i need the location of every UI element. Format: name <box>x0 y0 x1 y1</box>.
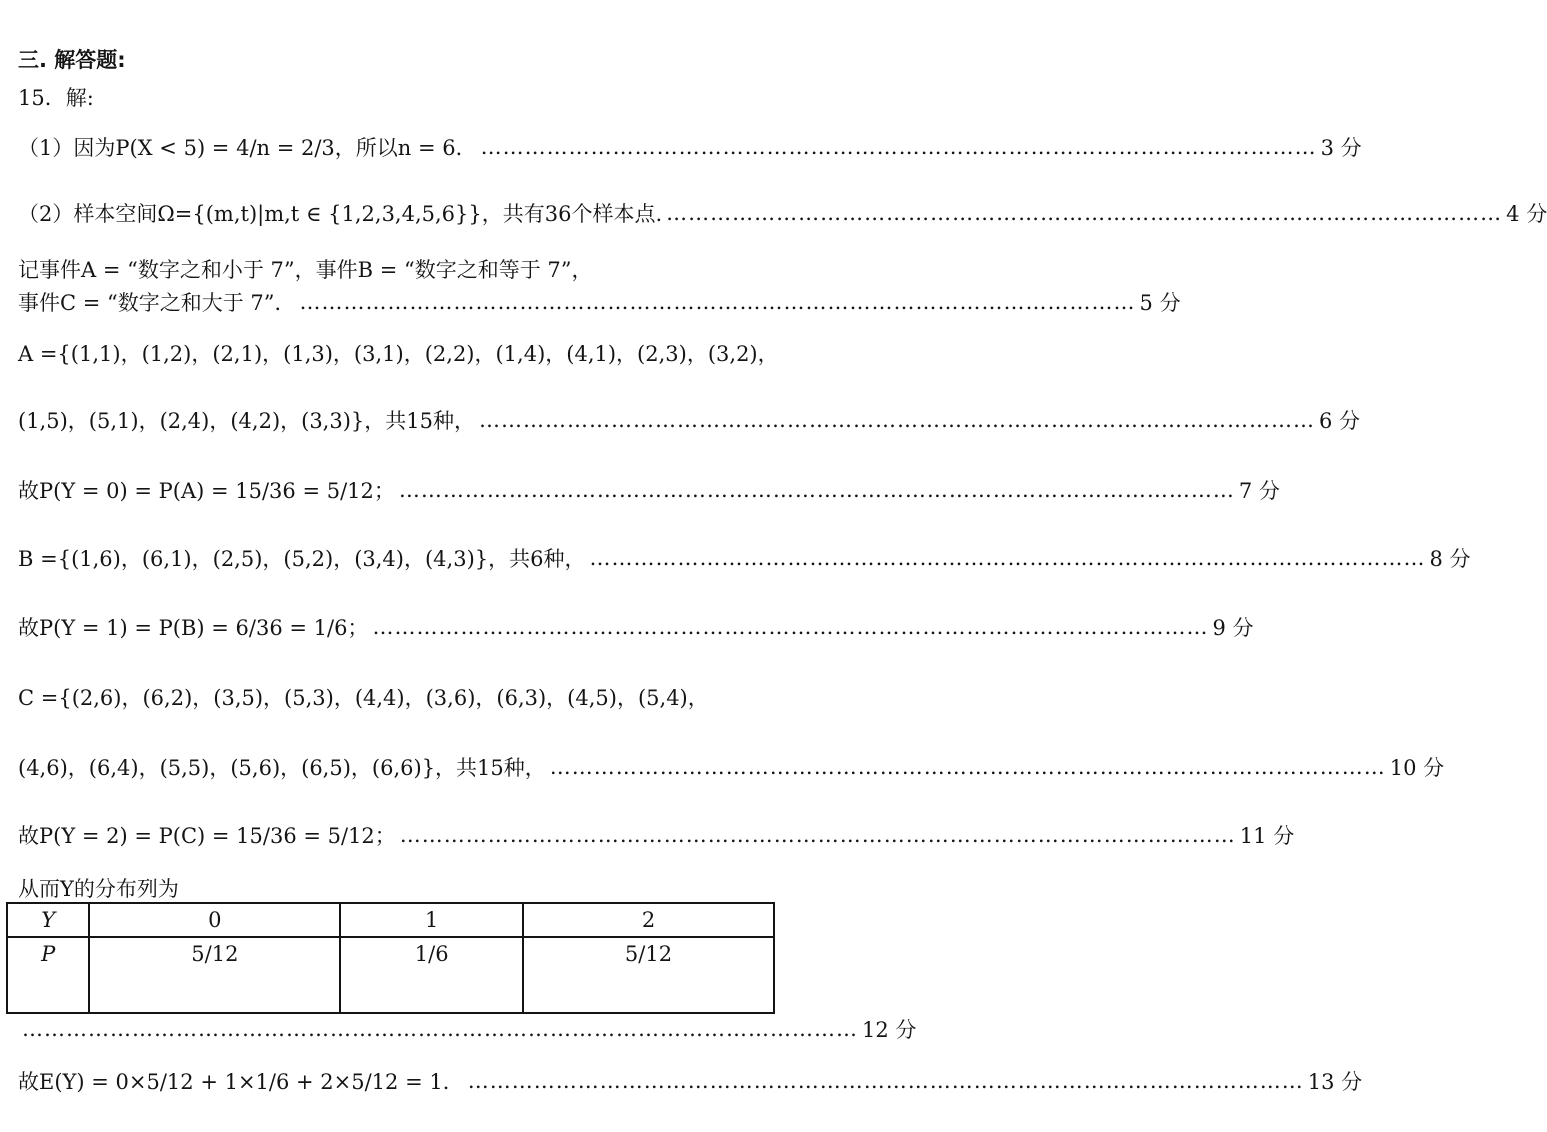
set-b-line <box>18 543 1471 573</box>
dot-leader: …………………………………………………………………………………………………… <box>22 1017 858 1041</box>
part2-line <box>18 198 1547 228</box>
score-9: 9 分 <box>1212 616 1254 640</box>
table-cell: 5/12 <box>89 937 340 1013</box>
p-y1-text: 故P(Y = 1) = P(B) = 6/36 = 1/6； <box>18 616 369 640</box>
score-3: 3 分 <box>1320 136 1362 160</box>
table-row <box>7 937 774 1013</box>
set-a-line1: A ={(1,1)，(1,2)，(2,1)，(1,3)，(3,1)，(2,2)，(1,4)，(4,1)，(2,3)，(3,2)， <box>18 342 779 366</box>
score-8: 8 分 <box>1429 547 1471 571</box>
problem-label: 15．解: <box>18 86 94 110</box>
expectation-line <box>18 1066 1363 1096</box>
set-c-text: (4,6)，(6,4)，(5,5)，(5,6)，(6,5)，(6,6)}，共15种， <box>18 756 546 780</box>
dot-leader: …………………………………………………………………………………………………… <box>480 135 1317 159</box>
table-header-cell: 0 <box>89 903 340 937</box>
table-header-cell: Y <box>7 903 89 937</box>
p-y0-text: 故P(Y = 0) = P(A) = 15/36 = 5/12； <box>18 479 395 503</box>
dot-leader: …………………………………………………………………………………………………… <box>479 408 1315 432</box>
event-c-line <box>18 287 1181 317</box>
score-10: 10 分 <box>1389 756 1445 780</box>
event-definitions-line1: 记事件A = “数字之和小于 7”，事件B = “数字之和等于 7”， <box>18 258 593 282</box>
table-cell: 5/12 <box>523 937 774 1013</box>
set-c-line2 <box>18 752 1445 782</box>
dot-leader: …………………………………………………………………………………………………… <box>549 755 1386 779</box>
distribution-intro: 从而Y的分布列为 <box>18 877 179 901</box>
distribution-table <box>6 902 775 1014</box>
part1-text: （1）因为P(X < 5) = 4/n = 2/3，所以n = 6． <box>18 136 477 160</box>
score-6: 6 分 <box>1319 409 1361 433</box>
dot-leader: …………………………………………………………………………………………………… <box>398 478 1235 502</box>
score-11: 11 分 <box>1239 824 1295 848</box>
table-row <box>7 903 774 937</box>
set-b-text: B ={(1,6)，(6,1)，(2,5)，(5,2)，(3,4)，(4,3)}，共6种， <box>18 547 586 571</box>
table-cell: 1/6 <box>340 937 523 1013</box>
table-header-cell: 1 <box>340 903 523 937</box>
set-c-line1: C ={(2,6)，(6,2)，(3,5)，(5,3)，(4,4)，(3,6)，(6,3)，(4,5)，(5,4)， <box>18 686 709 710</box>
part1-line <box>18 132 1362 162</box>
dot-leader: …………………………………………………………………………………………………… <box>666 201 1503 225</box>
score-12: 12 分 <box>862 1018 917 1042</box>
p-y2-line <box>18 820 1295 850</box>
event-c-text: 事件C = “数字之和大于 7”． <box>18 291 296 315</box>
score-7: 7 分 <box>1238 479 1280 503</box>
section-title: 三. 解答题: <box>18 48 126 72</box>
p-y2-text: 故P(Y = 2) = P(C) = 15/36 = 5/12； <box>18 824 396 848</box>
expectation-text: 故E(Y) = 0×5/12 + 1×1/6 + 2×5/12 = 1． <box>18 1070 464 1094</box>
table-cell: P <box>7 937 89 1013</box>
score12-line <box>18 1014 917 1044</box>
table-header-cell: 2 <box>523 903 774 937</box>
set-a-line2 <box>18 405 1361 435</box>
score-5: 5 分 <box>1139 291 1181 315</box>
dot-leader: …………………………………………………………………………………………………… <box>372 615 1209 639</box>
dot-leader: …………………………………………………………………………………………………… <box>299 290 1136 314</box>
p-y0-line <box>18 475 1280 505</box>
score-4: 4 分 <box>1506 202 1547 226</box>
score-13: 13 分 <box>1307 1070 1363 1094</box>
set-a-text: (1,5)，(5,1)，(2,4)，(4,2)，(3,3)}，共15种， <box>18 409 475 433</box>
part2-text: （2）样本空间Ω={(m,t)|m,t ∈ {1,2,3,4,5,6}}，共有36个样本点. <box>18 202 663 226</box>
p-y1-line <box>18 612 1254 642</box>
dot-leader: …………………………………………………………………………………………………… <box>399 823 1236 847</box>
dot-leader: …………………………………………………………………………………………………… <box>589 546 1426 570</box>
dot-leader: …………………………………………………………………………………………………… <box>467 1069 1304 1093</box>
